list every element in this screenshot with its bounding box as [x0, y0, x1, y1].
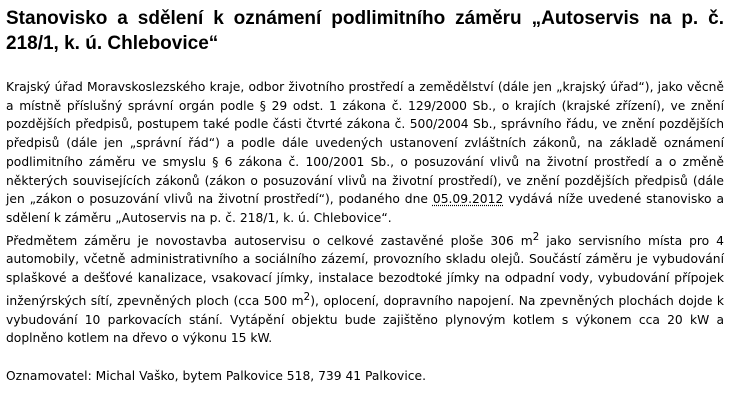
area-unit-superscript-1: 2	[532, 230, 540, 243]
project-description-paragraph	[6, 228, 724, 348]
submission-date: 05.09.2012	[432, 192, 504, 207]
document-title: Stanovisko a sdělení k oznámení podlimitního záměru „Autoservis na p. č. 218/1, k. ú. Chlebovice“	[6, 8, 724, 54]
project-description-part-2: jako servisního místa pro 4 automobily, včetně administrativního a sociálního zázemí, provozního skladu olejů. Součástí záměru je vybudování splaškové a dešťové kanalizace, vsakovací jímky, instalace bezodtoké jímky na odpadní vody, vybudování přípojek inženýrských sítí, zpevněných ploch (cca 500 m	[6, 233, 724, 308]
intro-paragraph	[6, 78, 724, 228]
intro-text-after-date: vydává níže uvedené stanovisko a sdělení k záměru „Autoservis na p. č. 218/1, k. ú. Chlebovice“.	[6, 192, 725, 225]
paragraph-spacer	[6, 348, 724, 367]
document-body	[6, 78, 724, 385]
project-description-part-1: Předmětem záměru je novostavba autoservisu o celkové zastavěné ploše 306 m	[6, 233, 533, 248]
intro-text-before-date: Krajský úřad Moravskoslezského kraje, odbor životního prostředí a zemědělství (dále jen „krajský úřad“), jako věcně a místně příslušný správní orgán podle § 29 odst. 1 zákona č. 129/2000 Sb., o krajích (krajské zřízení), ve znění pozdějších předpisů, postupem také podle části čtvrté zákona č. 500/2004 Sb., správního řádu, ve znění pozdějších předpisů (dále jen „správní řád“) a podle dále uvedených ustanovení zvláštních zákonů, na základě oznámení podlimitního záměru ve smyslu § 6 zákona č. 100/2001 Sb., o posuzování vlivů na životní prostředí a o změně některých souvisejících zákonů (zákon o posuzování vlivů na životní prostředí), ve znění pozdějších předpisů (dále jen „zákon o posuzování vlivů na životní prostředí“), podaného dne	[6, 80, 724, 207]
notifier-line: Oznamovatel: Michal Vaško, bytem Palkovice 518, 739 41 Palkovice.	[6, 368, 426, 383]
project-description-part-3: ), oplocení, dopravního napojení. Na zpevněných plochách dojde k vybudování 10 parkovacích stání. Vytápění objektu bude zajištěno plynovým kotlem s výkonem cca 20 kW a doplněno kotlem na dřevo o výkonu 15 kW.	[6, 293, 724, 346]
area-unit-superscript-2: 2	[303, 290, 311, 303]
